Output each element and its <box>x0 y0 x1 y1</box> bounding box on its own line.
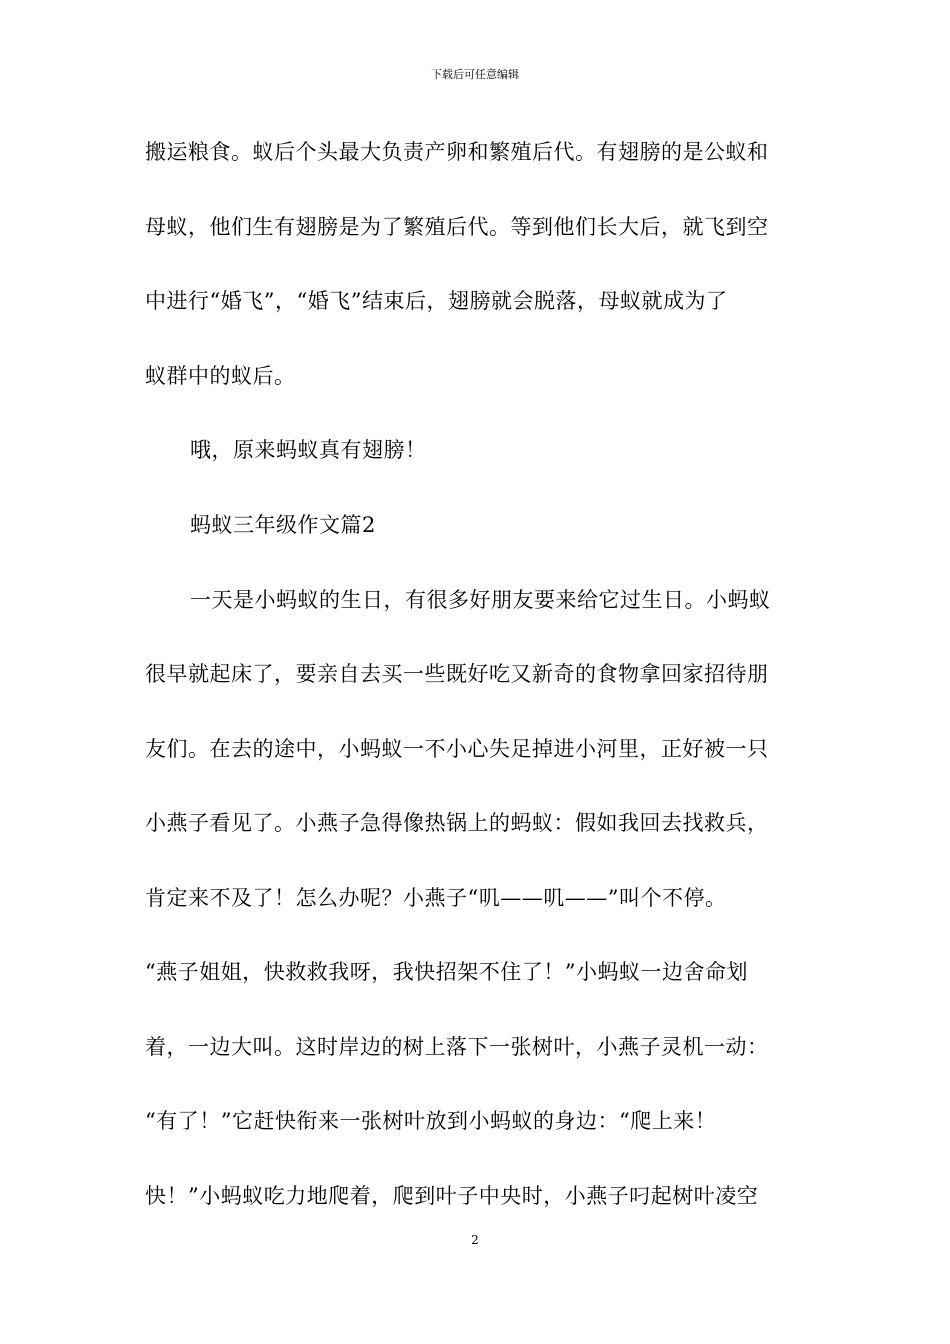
body-line: 着，一边大叫。这时岸边的树上落下一张树叶，小燕子灵机一动： <box>145 1035 769 1059</box>
body-line: 很早就起床了，要亲自去买一些既好吃又新奇的食物拿回家招待朋 <box>145 662 769 686</box>
body-line: 中进行“婚飞”，“婚飞”结束后，翅膀就会脱落，母蚁就成为了 <box>145 289 728 313</box>
body-line: 哦，原来蚂蚁真有翅膀！ <box>190 438 427 462</box>
section-title: 蚂蚁三年级作文篇2 <box>190 513 376 537</box>
body-line: 肯定来不及了！怎么办呢？小燕子“叽——叽——”叫个不停。 <box>145 886 727 910</box>
body-line: 友们。在去的途中，小蚂蚁一不小心失足掉进小河里，正好被一只 <box>145 737 769 761</box>
body-line: 母蚁，他们生有翅膀是为了繁殖后代。等到他们长大后，就飞到空 <box>145 215 769 239</box>
body-line: 蚁群中的蚁后。 <box>145 364 296 388</box>
body-line: “有了！”它赶快衔来一张树叶放到小蚂蚁的身边：“爬上来！ <box>145 1109 717 1133</box>
body-line: 快！”小蚂蚁吃力地爬着，爬到叶子中央时，小燕子叼起树叶凌空 <box>145 1184 759 1208</box>
body-line: 小燕子看见了。小燕子急得像热锅上的蚂蚁：假如我回去找救兵， <box>145 811 769 835</box>
body-line: “燕子姐姐，快救救我呀，我快招架不住了！”小蚂蚁一边舍命划 <box>145 960 748 984</box>
body-line: 一天是小蚂蚁的生日，有很多好朋友要来给它过生日。小蚂蚁 <box>190 588 771 612</box>
page-header: 下载后可任意编辑 <box>431 68 519 81</box>
body-line: 搬运粮食。蚁后个头最大负责产卵和繁殖后代。有翅膀的是公蚁和 <box>145 140 769 164</box>
page-number: 2 <box>471 1233 479 1247</box>
